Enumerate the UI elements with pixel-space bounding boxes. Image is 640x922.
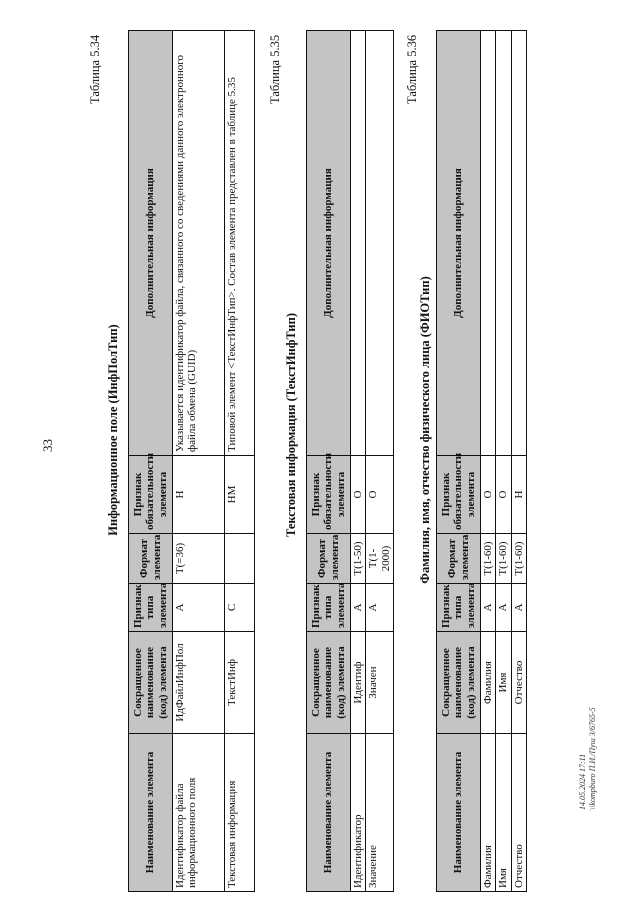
cell-format: T(1-50): [351, 534, 366, 584]
cell-name: Отчество: [511, 734, 526, 892]
table-5-35: [306, 30, 394, 892]
print-stamp: [578, 707, 597, 810]
print-stamp-path: \\kompburo П.И./Пуш 3/6765-5: [587, 707, 597, 810]
header-type: Признак типа элемента: [307, 584, 351, 632]
header-info: Дополнительная информация: [307, 31, 351, 456]
cell-format: T(1-60): [481, 534, 496, 584]
header-info: Дополнительная информация: [129, 31, 173, 456]
cell-required: О: [496, 456, 511, 534]
table-5-36-title: Фамилия, имя, отчество физического лица (ФИОТип): [418, 276, 432, 584]
table-5-36-label: Таблица 5.36: [405, 34, 419, 104]
cell-info: [481, 31, 496, 456]
cell-code: Идентиф: [351, 632, 366, 734]
cell-name: Значение: [366, 734, 394, 892]
cell-info: [496, 31, 511, 456]
cell-code: ИдФайлИнфПол: [173, 632, 225, 734]
print-stamp-date: 14.05.2024 17:11: [578, 753, 587, 810]
header-name: Наименование элемента: [437, 734, 481, 892]
header-code: Сокращенное наименование (код) элемента: [129, 632, 173, 734]
cell-code: Отчество: [511, 632, 526, 734]
cell-code: Фамилия: [481, 632, 496, 734]
header-required: Признак обязательности элемента: [129, 456, 173, 534]
cell-name: Идентификатор файла информационного поля: [173, 734, 225, 892]
cell-name: Имя: [496, 734, 511, 892]
cell-format: T(1-60): [496, 534, 511, 584]
header-required: Признак обязательности элемента: [437, 456, 481, 534]
table-5-35-title: Текстовая информация (ТекстИнфТип): [284, 313, 298, 538]
header-format: Формат элемента: [129, 534, 173, 584]
cell-required: Н: [511, 456, 526, 534]
cell-info: Указывается идентификатор файла, связанного со сведениями данного электронного файла обмена (GUID): [173, 31, 225, 456]
table-row: [173, 31, 225, 892]
cell-code: ТекстИнф: [225, 632, 255, 734]
header-required: Признак обязательности элемента: [307, 456, 351, 534]
header-format: Формат элемента: [307, 534, 351, 584]
cell-type: А: [481, 584, 496, 632]
cell-format: T(1-60): [511, 534, 526, 584]
table-row: [366, 31, 394, 892]
cell-type: А: [351, 584, 366, 632]
header-type: Признак типа элемента: [129, 584, 173, 632]
table-5-34-label: Таблица 5.34: [88, 34, 102, 104]
cell-type: А: [366, 584, 394, 632]
cell-type: А: [511, 584, 526, 632]
table-row: [351, 31, 366, 892]
header-name: Наименование элемента: [129, 734, 173, 892]
cell-type: С: [225, 584, 255, 632]
cell-code: Имя: [496, 632, 511, 734]
cell-format: T(=36): [173, 534, 225, 584]
table-row: [511, 31, 526, 892]
header-info: Дополнительная информация: [437, 31, 481, 456]
cell-code: Значен: [366, 632, 394, 734]
table-5-35-label: Таблица 5.35: [268, 34, 282, 104]
cell-required: О: [481, 456, 496, 534]
header-format: Формат элемента: [437, 534, 481, 584]
header-type: Признак типа элемента: [437, 584, 481, 632]
cell-format: [225, 534, 255, 584]
cell-required: О: [351, 456, 366, 534]
cell-required: О: [366, 456, 394, 534]
header-code: Сокращенное наименование (код) элемента: [307, 632, 351, 734]
table-5-34-title: Информационное поле (ИнфПолТип): [106, 324, 120, 536]
table-5-34: [128, 30, 255, 892]
header-name: Наименование элемента: [307, 734, 351, 892]
cell-name: Идентификатор: [351, 734, 366, 892]
cell-info: [366, 31, 394, 456]
table-row: [481, 31, 496, 892]
cell-info: [351, 31, 366, 456]
cell-type: А: [173, 584, 225, 632]
cell-info: Типовой элемент <ТекстИнфТип>. Состав элемента представлен в таблице 5.35: [225, 31, 255, 456]
cell-info: [511, 31, 526, 456]
cell-name: Текстовая информация: [225, 734, 255, 892]
cell-format: T(1-2000): [366, 534, 394, 584]
cell-required: Н: [173, 456, 225, 534]
cell-type: А: [496, 584, 511, 632]
cell-required: НМ: [225, 456, 255, 534]
cell-name: Фамилия: [481, 734, 496, 892]
page-number: 33: [40, 439, 55, 452]
header-code: Сокращенное наименование (код) элемента: [437, 632, 481, 734]
table-5-36: [436, 30, 527, 892]
table-row: [225, 31, 255, 892]
table-row: [496, 31, 511, 892]
